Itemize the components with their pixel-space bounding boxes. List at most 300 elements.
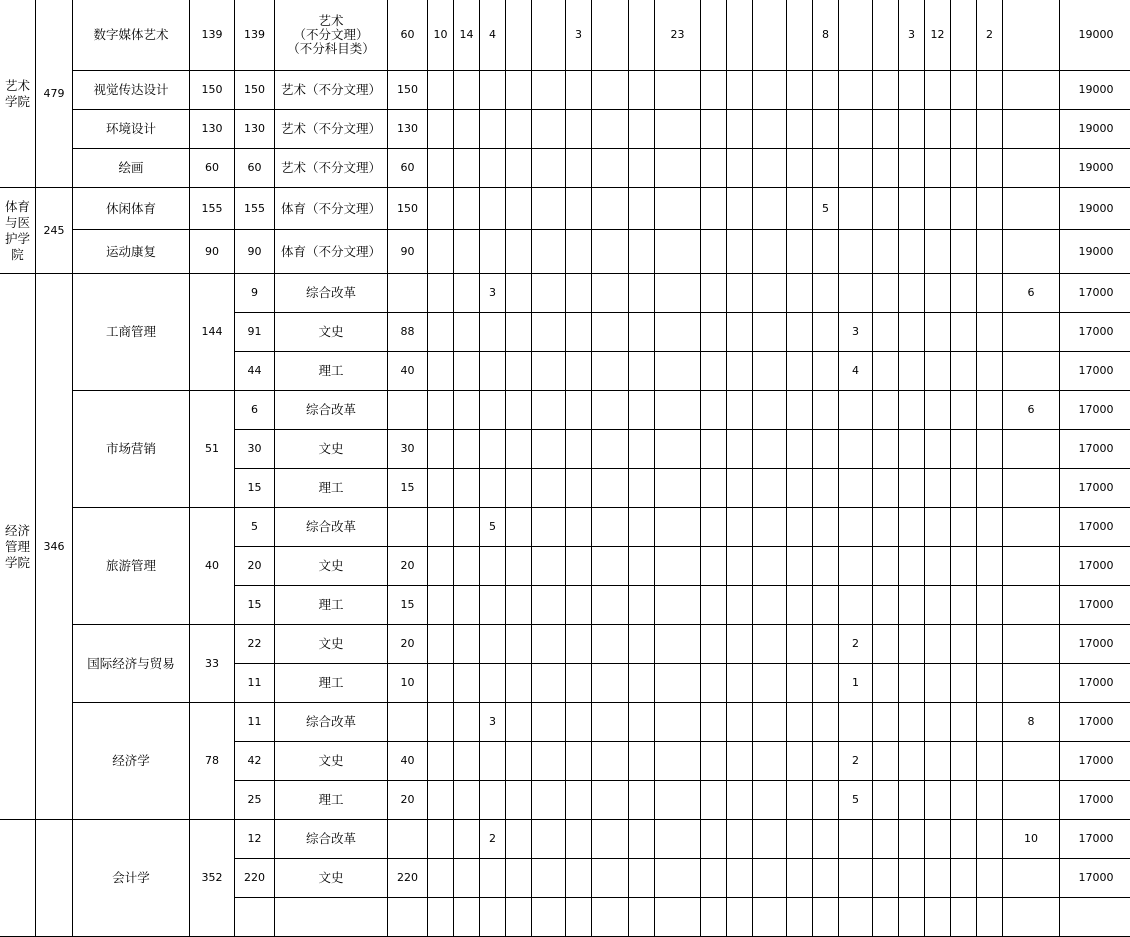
province-count-cell [655,230,701,274]
province-count-cell [925,391,951,430]
province-count-cell [566,230,592,274]
province-count-cell [655,508,701,547]
province-count-cell [925,149,951,188]
province-count-cell: 5 [480,508,506,547]
major-total-cell: 40 [190,508,235,625]
province-count-cell [899,469,925,508]
province-count-cell [701,230,727,274]
province-count-cell [655,110,701,149]
province-count-cell [428,547,454,586]
province-count-cell [727,110,753,149]
province-count-cell [629,149,655,188]
major-total-cell: 60 [190,149,235,188]
province-count-cell [454,188,480,230]
plan-count-cell: 15 [235,469,275,508]
province-count-cell: 5 [839,781,873,820]
province-count-cell [787,71,813,110]
province-count-cell [873,391,899,430]
province-count-cell [787,110,813,149]
province-count-cell [925,664,951,703]
province-count-cell [839,859,873,898]
province-count-cell [787,352,813,391]
province-count-cell [977,820,1003,859]
plan-count-cell: 11 [235,703,275,742]
count-cell [388,820,428,859]
province-count-cell [428,781,454,820]
province-count-cell [951,898,977,937]
province-count-cell [753,274,787,313]
province-count-cell [925,625,951,664]
tuition-fee-cell: 17000 [1060,586,1130,625]
province-count-cell [951,188,977,230]
extra-count-cell [1003,547,1060,586]
count-cell: 90 [388,230,428,274]
province-count-cell [753,703,787,742]
count-cell: 220 [388,859,428,898]
province-count-cell [977,110,1003,149]
major-name-cell: 工商管理 [73,274,190,391]
province-count-cell [532,352,566,391]
province-count-cell [951,313,977,352]
subject-category-cell: 体育（不分文理） [275,230,388,274]
subject-category-cell: 体育（不分文理） [275,188,388,230]
province-count-cell [506,742,532,781]
tuition-fee-cell: 17000 [1060,625,1130,664]
tuition-fee-cell: 19000 [1060,230,1130,274]
province-count-cell [787,274,813,313]
province-count-cell [787,703,813,742]
province-count-cell [506,149,532,188]
province-count-cell [566,586,592,625]
province-count-cell [592,188,629,230]
province-count-cell [566,703,592,742]
province-count-cell [951,230,977,274]
province-count-cell [454,898,480,937]
province-count-cell [428,664,454,703]
province-count-cell [727,508,753,547]
major-name-cell: 数字媒体艺术 [73,0,190,71]
province-count-cell [480,110,506,149]
province-count-cell [655,664,701,703]
province-count-cell [813,110,839,149]
province-count-cell [629,664,655,703]
province-count-cell [753,0,787,71]
province-count-cell [480,547,506,586]
province-count-cell [899,508,925,547]
province-count-cell [592,781,629,820]
province-count-cell [701,188,727,230]
province-count-cell [727,0,753,71]
province-count-cell [839,703,873,742]
province-count-cell [753,430,787,469]
province-count-cell [787,781,813,820]
province-count-cell [873,625,899,664]
table-row [0,230,1130,274]
plan-count-cell: 5 [235,508,275,547]
province-count-cell [506,430,532,469]
province-count-cell [787,230,813,274]
province-count-cell [899,859,925,898]
major-total-cell: 33 [190,625,235,703]
plan-count-cell: 42 [235,742,275,781]
province-count-cell [532,586,566,625]
province-count-cell [566,188,592,230]
major-name-cell: 环境设计 [73,110,190,149]
extra-count-cell [1003,313,1060,352]
province-count-cell [701,742,727,781]
extra-count-cell [1003,664,1060,703]
province-count-cell [506,71,532,110]
province-count-cell [566,742,592,781]
table-row [0,0,1130,71]
province-count-cell [701,469,727,508]
province-count-cell [873,664,899,703]
subject-category-cell: 综合改革 [275,703,388,742]
province-count-cell [701,274,727,313]
tuition-fee-cell: 17000 [1060,469,1130,508]
major-name-cell: 绘画 [73,149,190,188]
province-count-cell [753,859,787,898]
subject-category-cell [275,898,388,937]
province-count-cell [727,703,753,742]
province-count-cell [787,586,813,625]
province-count-cell [629,898,655,937]
count-cell: 20 [388,547,428,586]
count-cell: 88 [388,313,428,352]
province-count-cell [532,508,566,547]
province-count-cell [655,859,701,898]
province-count-cell [899,230,925,274]
subject-category-cell: 文史 [275,625,388,664]
province-count-cell [428,430,454,469]
province-count-cell [787,469,813,508]
province-count-cell: 3 [566,0,592,71]
province-count-cell [753,110,787,149]
province-count-cell [787,742,813,781]
province-count-cell: 23 [655,0,701,71]
table-row [0,391,1130,430]
province-count-cell [454,586,480,625]
count-cell: 20 [388,781,428,820]
province-count-cell [532,859,566,898]
extra-count-cell [1003,71,1060,110]
plan-count-cell: 25 [235,781,275,820]
province-count-cell [428,352,454,391]
province-count-cell [787,149,813,188]
province-count-cell [592,313,629,352]
tuition-fee-cell: 17000 [1060,274,1130,313]
extra-count-cell [1003,149,1060,188]
province-count-cell [428,820,454,859]
province-count-cell: 3 [480,274,506,313]
province-count-cell [506,313,532,352]
province-count-cell [899,149,925,188]
province-count-cell [701,547,727,586]
province-count-cell [753,188,787,230]
province-count-cell [787,859,813,898]
province-count-cell [506,469,532,508]
province-count-cell [839,820,873,859]
province-count-cell [532,188,566,230]
province-count-cell [506,230,532,274]
plan-count-cell: 130 [235,110,275,149]
province-count-cell [753,352,787,391]
province-count-cell [727,742,753,781]
province-count-cell [977,352,1003,391]
major-name-cell: 经济学 [73,703,190,820]
province-count-cell [532,391,566,430]
province-count-cell [925,508,951,547]
tuition-fee-cell: 19000 [1060,149,1130,188]
province-count-cell [925,859,951,898]
province-count-cell [899,664,925,703]
extra-count-cell [1003,0,1060,71]
province-count-cell [925,71,951,110]
plan-count-cell: 12 [235,820,275,859]
province-count-cell [813,781,839,820]
province-count-cell [727,820,753,859]
province-count-cell: 4 [839,352,873,391]
province-count-cell: 3 [839,313,873,352]
province-count-cell [532,781,566,820]
tuition-fee-cell: 17000 [1060,859,1130,898]
subject-category-cell: 综合改革 [275,274,388,313]
major-total-cell: 352 [190,820,235,937]
province-count-cell [428,703,454,742]
province-count-cell [839,188,873,230]
count-cell: 10 [388,664,428,703]
province-count-cell [701,664,727,703]
province-count-cell [839,230,873,274]
province-count-cell [753,71,787,110]
province-count-cell [428,313,454,352]
province-count-cell [506,188,532,230]
province-count-cell [701,149,727,188]
province-count-cell [592,274,629,313]
province-count-cell [480,664,506,703]
count-cell: 60 [388,0,428,71]
province-count-cell [655,742,701,781]
province-count-cell [753,508,787,547]
subject-category-cell: 综合改革 [275,820,388,859]
province-count-cell [566,859,592,898]
subject-category-cell: 理工 [275,664,388,703]
province-count-cell [787,898,813,937]
province-count-cell: 12 [925,0,951,71]
province-count-cell [839,110,873,149]
province-count-cell [873,274,899,313]
province-count-cell [813,664,839,703]
province-count-cell [629,230,655,274]
province-count-cell [655,898,701,937]
province-count-cell [925,820,951,859]
province-count-cell [428,898,454,937]
province-count-cell [655,391,701,430]
extra-count-cell: 10 [1003,820,1060,859]
province-count-cell [925,898,951,937]
tuition-fee-cell: 17000 [1060,703,1130,742]
tuition-fee-cell: 17000 [1060,391,1130,430]
college-total-cell: 346 [36,274,73,820]
table-row [0,110,1130,149]
province-count-cell [753,781,787,820]
province-count-cell [592,430,629,469]
province-count-cell [454,508,480,547]
province-count-cell [899,391,925,430]
province-count-cell [813,508,839,547]
province-count-cell: 2 [839,742,873,781]
province-count-cell [813,469,839,508]
province-count-cell [873,313,899,352]
province-count-cell [701,586,727,625]
province-count-cell [480,313,506,352]
province-count-cell [701,781,727,820]
province-count-cell [454,391,480,430]
subject-category-cell: 文史 [275,859,388,898]
province-count-cell [873,547,899,586]
count-cell: 130 [388,110,428,149]
extra-count-cell [1003,469,1060,508]
tuition-fee-cell: 17000 [1060,742,1130,781]
province-count-cell [566,352,592,391]
province-count-cell [977,508,1003,547]
province-count-cell [753,586,787,625]
province-count-cell [873,586,899,625]
province-count-cell [701,859,727,898]
province-count-cell [566,313,592,352]
province-count-cell [454,742,480,781]
province-count-cell [951,859,977,898]
province-count-cell [480,625,506,664]
province-count-cell [480,742,506,781]
province-count-cell [977,469,1003,508]
province-count-cell [480,430,506,469]
subject-category-cell: 艺术（不分文理） [275,71,388,110]
province-count-cell [428,71,454,110]
province-count-cell [951,352,977,391]
province-count-cell [951,547,977,586]
province-count-cell [428,230,454,274]
province-count-cell [977,625,1003,664]
province-count-cell: 2 [839,625,873,664]
province-count-cell [925,469,951,508]
college-total-cell: 245 [36,188,73,274]
province-count-cell [428,586,454,625]
extra-count-cell [1003,188,1060,230]
province-count-cell [506,703,532,742]
major-name-cell: 视觉传达设计 [73,71,190,110]
province-count-cell [977,391,1003,430]
major-name-cell: 休闲体育 [73,188,190,230]
province-count-cell [727,586,753,625]
province-count-cell [813,274,839,313]
tuition-fee-cell: 17000 [1060,352,1130,391]
province-count-cell [899,71,925,110]
province-count-cell [480,469,506,508]
province-count-cell [873,0,899,71]
province-count-cell [454,820,480,859]
province-count-cell [727,149,753,188]
plan-count-cell: 220 [235,859,275,898]
province-count-cell [839,508,873,547]
province-count-cell [701,430,727,469]
province-count-cell [592,230,629,274]
province-count-cell [701,508,727,547]
count-cell: 15 [388,469,428,508]
province-count-cell [873,230,899,274]
plan-count-cell: 150 [235,71,275,110]
province-count-cell [977,230,1003,274]
province-count-cell [753,469,787,508]
province-count-cell [566,469,592,508]
province-count-cell [592,110,629,149]
province-count-cell [951,469,977,508]
province-count-cell [813,430,839,469]
province-count-cell [839,898,873,937]
province-count-cell [506,898,532,937]
subject-category-cell: 理工 [275,781,388,820]
province-count-cell [727,898,753,937]
province-count-cell [925,430,951,469]
province-count-cell [629,547,655,586]
major-name-cell: 运动康复 [73,230,190,274]
province-count-cell [655,352,701,391]
province-count-cell [899,898,925,937]
province-count-cell [753,742,787,781]
province-count-cell [701,820,727,859]
province-count-cell [951,508,977,547]
province-count-cell [629,703,655,742]
plan-count-cell: 91 [235,313,275,352]
extra-count-cell: 6 [1003,391,1060,430]
province-count-cell [951,586,977,625]
province-count-cell [977,703,1003,742]
province-count-cell [566,820,592,859]
province-count-cell: 14 [454,0,480,71]
province-count-cell [592,742,629,781]
province-count-cell [428,110,454,149]
extra-count-cell [1003,430,1060,469]
province-count-cell [977,859,1003,898]
province-count-cell [701,110,727,149]
college-name-cell [0,820,36,937]
province-count-cell [532,547,566,586]
province-count-cell [873,898,899,937]
province-count-cell [701,313,727,352]
college-total-cell: 479 [36,0,73,188]
province-count-cell [899,586,925,625]
extra-count-cell [1003,110,1060,149]
province-count-cell [655,313,701,352]
province-count-cell [925,703,951,742]
province-count-cell [951,742,977,781]
province-count-cell [813,703,839,742]
extra-count-cell [1003,352,1060,391]
province-count-cell [839,430,873,469]
province-count-cell [951,703,977,742]
province-count-cell [813,859,839,898]
province-count-cell [629,274,655,313]
province-count-cell [592,352,629,391]
province-count-cell [629,430,655,469]
province-count-cell [753,230,787,274]
subject-category-cell: 理工 [275,352,388,391]
province-count-cell [925,313,951,352]
major-total-cell: 139 [190,0,235,71]
province-count-cell [977,664,1003,703]
count-cell: 15 [388,586,428,625]
plan-count-cell: 6 [235,391,275,430]
